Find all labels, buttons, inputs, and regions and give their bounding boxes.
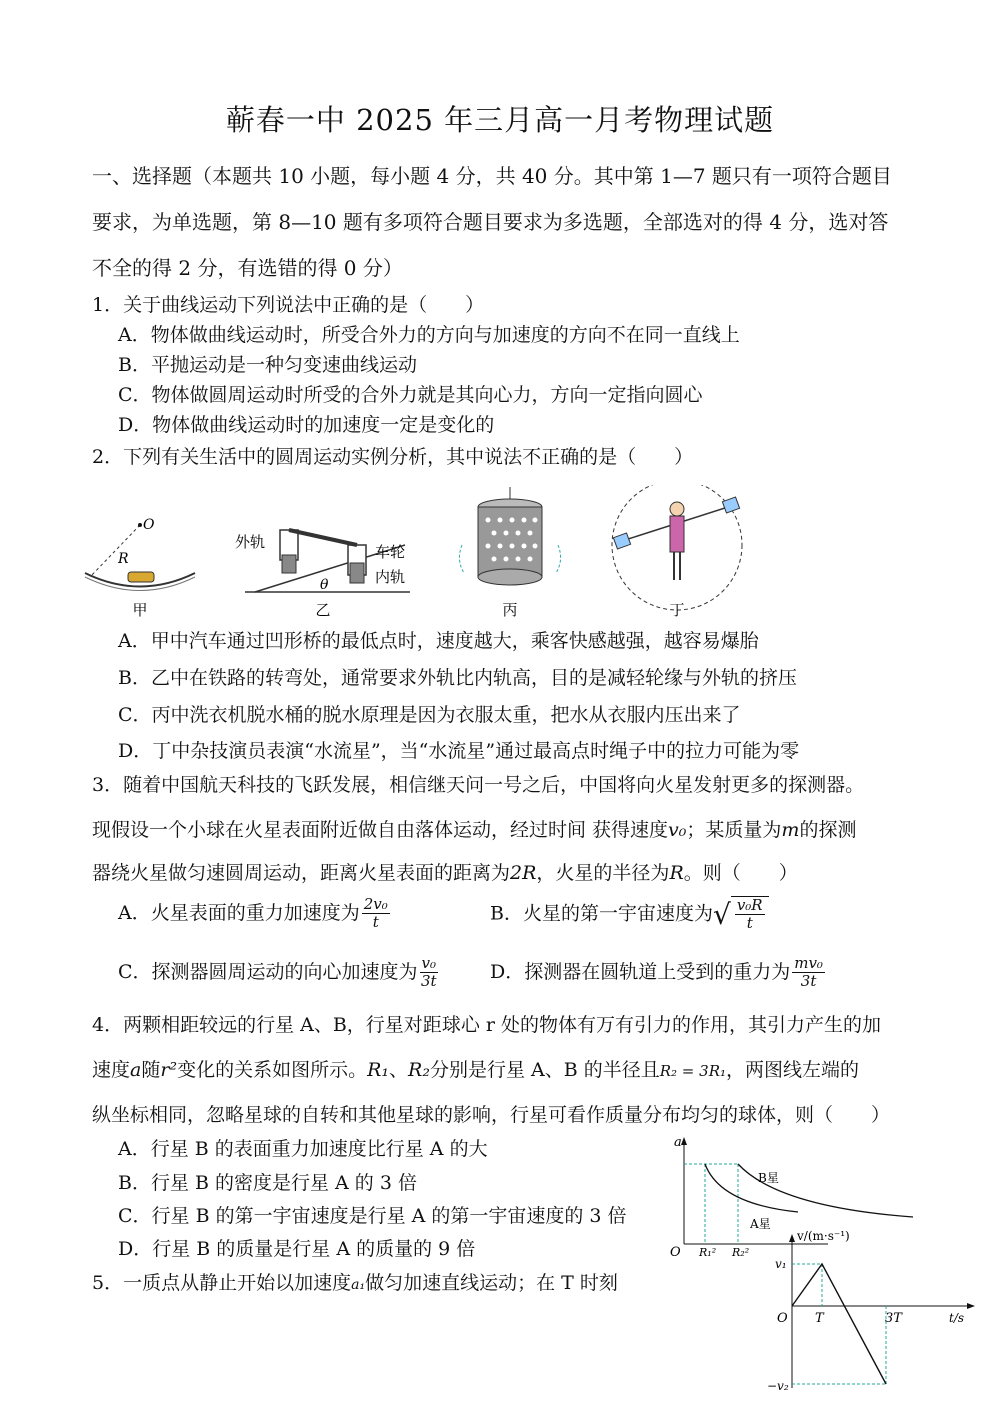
- yi-inner-label: 内轨: [375, 568, 406, 586]
- R-symbol: R: [669, 862, 684, 884]
- fig-label-ding: 丁: [669, 601, 685, 619]
- v0-symbol: v₀: [668, 819, 687, 841]
- figure-bing: [459, 487, 560, 585]
- q2-option-c: C．丙中洗衣机脱水桶的脱水原理是因为衣服太重，把水从衣服内压出来了: [118, 704, 741, 726]
- q4-line1: 4．两颗相距较远的行星 A、B，行星对距球心 r 处的物体有万有引力的作用，其引力产生的加: [92, 1014, 881, 1036]
- curve-b-label: B星: [758, 1171, 779, 1185]
- q4-option-c: C．行星 B 的第一宇宙速度是行星 A 的第一宇宙速度的 3 倍: [118, 1205, 627, 1227]
- q4-graph-origin: O: [670, 1245, 681, 1260]
- q1-option-b: B．平抛运动是一种匀变速曲线运动: [118, 354, 417, 376]
- figure-yi: [235, 530, 410, 593]
- q2-option-b: B．乙中在铁路的转弯处，通常要求外轨比内轨高，目的是减轻轮缘与外轨的挤压: [118, 667, 797, 689]
- q4-graph-a-label: a: [674, 1135, 682, 1150]
- jia-R-label: R: [118, 551, 129, 567]
- q5-v1-label: v₁: [775, 1257, 787, 1271]
- section-instructions-line2: 要求，为单选题，第 8—10 题有多项符合题目要求为多选题，全部选对的得 4 分，选对答: [92, 210, 889, 234]
- q5-T-tick: T: [815, 1311, 824, 1326]
- q3-line2: 现假设一个小球在火星表面附近做自由落体运动，经过时间 获得速度v₀；某质量为m的探测: [92, 819, 857, 841]
- q2-option-a: A．甲中汽车通过凹形桥的最低点时，速度越大，乘客快感越强，越容易爆胎: [118, 630, 759, 652]
- q1-stem: 1．关于曲线运动下列说法中正确的是（ ）: [92, 294, 485, 316]
- m-symbol: m: [781, 819, 800, 841]
- yi-theta-label: θ: [320, 577, 329, 593]
- figure-ding: [612, 485, 742, 610]
- q3-option-c: C．探测器圆周运动的向心加速度为 $\frac{\text{v₀}}{3t}$: [118, 954, 437, 991]
- q1-option-d: D．物体做曲线运动时的加速度一定是变化的: [118, 414, 495, 436]
- fig-label-bing: 丙: [502, 601, 518, 619]
- curve-a-label: A星: [750, 1217, 771, 1231]
- jia-O-label: O: [143, 517, 155, 533]
- x-tick-r1sq: R₁²: [699, 1246, 717, 1259]
- car-icon: [128, 572, 154, 582]
- yi-outer-label: 外轨: [235, 533, 266, 551]
- figure-jia: [85, 517, 195, 591]
- 2R-symbol: 2R: [510, 862, 537, 884]
- q3-option-a: A．火星表面的重力加速度为 $\frac{\text{2v₀}}{t}$: [118, 895, 388, 932]
- page-title: 蕲春一中 2025 年三月高一月考物理试题: [225, 103, 775, 137]
- q2-option-d: D．丁中杂技演员表演“水流星”，当“水流星”通过最高点时绳子中的拉力可能为零: [118, 740, 800, 762]
- q2-stem: 2．下列有关生活中的圆周运动实例分析，其中说法不正确的是（ ）: [92, 446, 694, 468]
- q5-neg-v2-label: −v₂: [767, 1379, 789, 1393]
- q3-line1: 3．随着中国航天科技的飞跃发展，相信继天问一号之后，中国将向火星发射更多的探测器。: [92, 774, 865, 796]
- q5-y-axis-label: v/(m·s⁻¹): [797, 1229, 850, 1243]
- fig-label-jia: 甲: [132, 601, 148, 619]
- q2-figures: [80, 485, 930, 620]
- x-tick-r2sq: R₂²: [732, 1246, 750, 1259]
- q1-option-c: C．物体做圆周运动时所受的合外力就是其向心力，方向一定指向圆心: [118, 384, 703, 406]
- q1-option-a: A．物体做曲线运动时，所受合外力的方向与加速度的方向不在同一直线上: [118, 324, 740, 346]
- q5-stem: 5．一质点从静止开始以加速度a₁做匀加速直线运动；在 T 时刻: [92, 1272, 618, 1294]
- q5-t-axis-label: t/s: [949, 1311, 965, 1325]
- q4-option-d: D．行星 B 的质量是行星 A 的质量的 9 倍: [118, 1238, 476, 1260]
- section-instructions-line1: 一、选择题（本题共 10 小题，每小题 4 分，共 40 分。其中第 1—7 题只有一项符合题目: [92, 164, 892, 188]
- section-instructions-line3: 不全的得 2 分，有选错的得 0 分）: [92, 256, 403, 280]
- q5-graph: [765, 1228, 985, 1398]
- q4-option-b: B．行星 B 的密度是行星 A 的 3 倍: [118, 1172, 417, 1194]
- q4-line2: 速度a随r²变化的关系如图所示。R₁、R₂分别是行星 A、B 的半径且R₂ = 3R₁，两图线左端的: [92, 1059, 860, 1081]
- q4-line3: 纵坐标相同，忽略星球的自转和其他星球的影响，行星可看作质量分布均匀的球体，则（ ）: [92, 1104, 891, 1126]
- q5-3T-tick: 3T: [885, 1311, 902, 1326]
- q3-line3: 器绕火星做匀速圆周运动，距离火星表面的距离为2R，火星的半径为R。则（ ）: [92, 862, 798, 884]
- q4-option-a: A．行星 B 的表面重力加速度比行星 A 的大: [118, 1138, 488, 1160]
- fig-label-yi: 乙: [315, 601, 331, 619]
- q3-option-d: D．探测器在圆轨道上受到的重力为 $\frac{\text{mv₀}}{3t}$: [490, 954, 823, 991]
- yi-wheel-label: 车轮: [375, 543, 406, 561]
- q5-origin: O: [777, 1311, 788, 1326]
- q3-option-b: B．火星的第一宇宙速度为 √ $\frac{\text{v₀R}}{t}$: [490, 896, 769, 933]
